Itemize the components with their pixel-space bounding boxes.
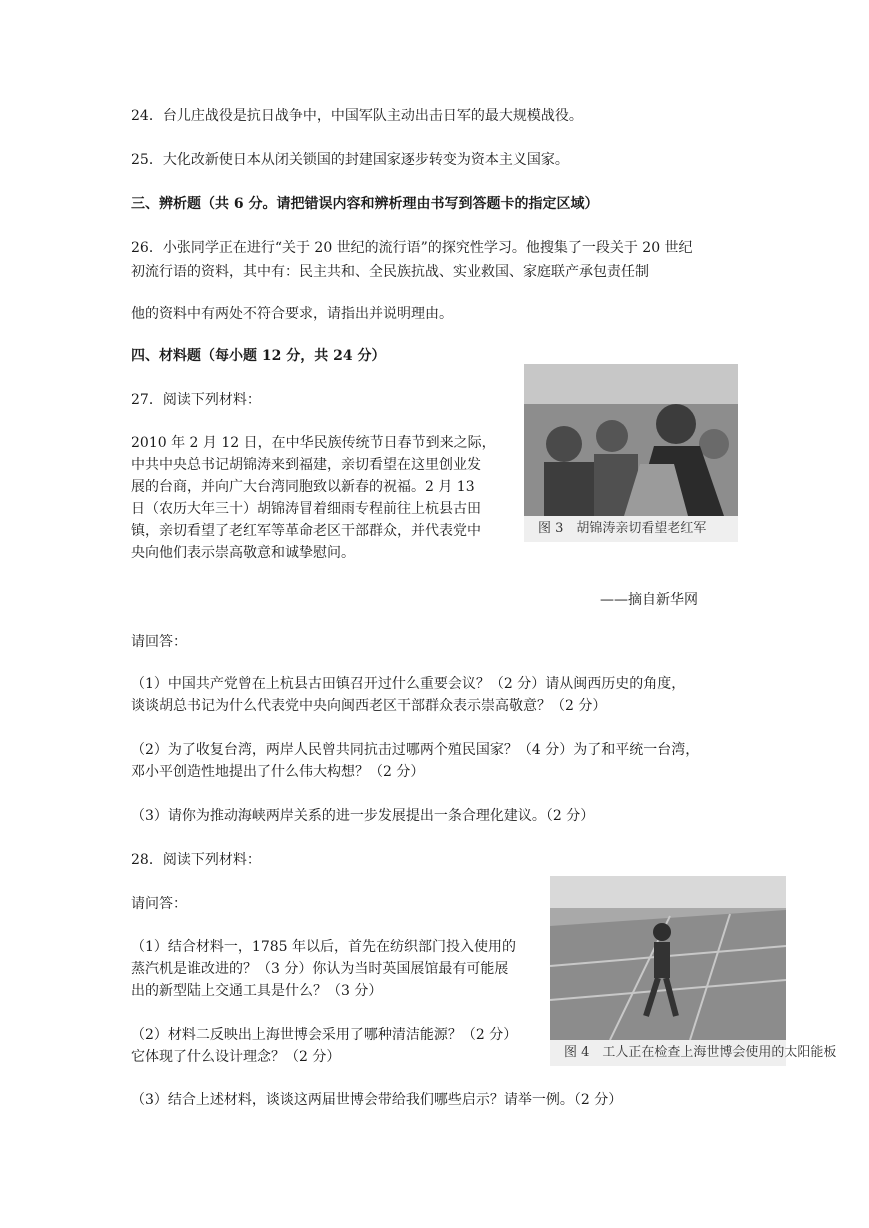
q27-sub2-line1: （2）为了收复台湾，两岸人民曾共同抗击过哪两个殖民国家？（4 分）为了和平统一台湾，: [131, 742, 700, 758]
section4-title: 四、材料题（每小题 12 分，共 24 分）: [131, 348, 386, 364]
q28-sub2-line: （2）材料二反映出上海世博会采用了哪种清洁能源？（2 分）: [131, 1027, 518, 1043]
q26-line1: 26．小张同学正在进行“关于 20 世纪的流行语”的探究性学习。他搜集了一段关于 20 世纪: [131, 240, 693, 256]
material-line: 镇，亲切看望了老红军等革命老区干部群众，并代表党中: [131, 523, 481, 539]
q27-sub1-line2: 谈谈胡总书记为什么代表党中央向闽西老区干部群众表示崇高敬意？（2 分）: [131, 698, 607, 714]
material-line: 央向他们表示崇高敬意和诚挚慰问。: [131, 545, 355, 561]
q26-line2: 初流行语的资料，其中有：民主共和、全民族抗战、实业救国、家庭联产承包责任制: [131, 264, 649, 280]
q28-sub1-line: 出的新型陆上交通工具是什么？（3 分）: [131, 983, 383, 999]
figure-3-image: [524, 364, 738, 516]
q27-sub1-line1: （1）中国共产党曾在上杭县古田镇召开过什么重要会议？（2 分）请从闽西历史的角度，: [131, 676, 686, 692]
item-25: 25．大化改新使日本从闭关锁国的封建国家逐步转变为资本主义国家。: [131, 152, 569, 168]
q26-line3: 他的资料中有两处不符合要求，请指出并说明理由。: [131, 306, 453, 322]
q27-source: ——摘自新华网: [600, 592, 698, 608]
q27-intro: 27．阅读下列材料：: [131, 392, 261, 408]
figure-4-caption: 图 4 工人正在检查上海世博会使用的太阳能板: [550, 1040, 786, 1066]
q28-sub2: [131, 1024, 551, 1068]
q28-intro: 28．阅读下列材料：: [131, 852, 261, 868]
q27-material: [131, 432, 511, 564]
q27-sub2-line2: 邓小平创造性地提出了什么伟大构想？（2 分）: [131, 764, 425, 780]
figure-3-photo: [524, 364, 738, 542]
figure-4-photo: [550, 876, 837, 1066]
q27-prompt: 请回答：: [131, 634, 187, 650]
q28-prompt: 请问答：: [131, 896, 187, 912]
section3-title: 三、辨析题（共 6 分。请把错误内容和辨析理由书写到答题卡的指定区域）: [131, 196, 599, 212]
material-line: 展的台商，并向广大台湾同胞致以新春的祝福。2 月 13: [131, 479, 475, 495]
material-line: 中共中央总书记胡锦涛来到福建，亲切看望在这里创业发: [131, 457, 481, 473]
material-line: 2010 年 2 月 12 日，在中华民族传统节日春节到来之际，: [131, 435, 496, 451]
q28-sub1-line: （1）结合材料一，1785 年以后，首先在纺织部门投入使用的: [131, 939, 516, 955]
figure-4-image: [550, 876, 786, 1040]
item-24: 24．台儿庄战役是抗日战争中，中国军队主动出击日军的最大规模战役。: [131, 108, 583, 124]
figure-3-caption: 图 3 胡锦涛亲切看望老红军: [524, 516, 738, 542]
q28-sub1: [131, 936, 551, 1002]
q28-sub2-line: 它体现了什么设计理念？（2 分）: [131, 1049, 341, 1065]
material-line: 日（农历大年三十）胡锦涛冒着细雨专程前往上杭县古田: [131, 501, 481, 517]
q28-sub3: （3）结合上述材料，谈谈这两届世博会带给我们哪些启示？请举一例。（2 分）: [131, 1092, 623, 1108]
q28-sub1-line: 蒸汽机是谁改进的？（3 分）你认为当时英国展馆最有可能展: [131, 961, 509, 977]
q27-sub3: （3）请你为推动海峡两岸关系的进一步发展提出一条合理化建议。（2 分）: [131, 808, 595, 824]
